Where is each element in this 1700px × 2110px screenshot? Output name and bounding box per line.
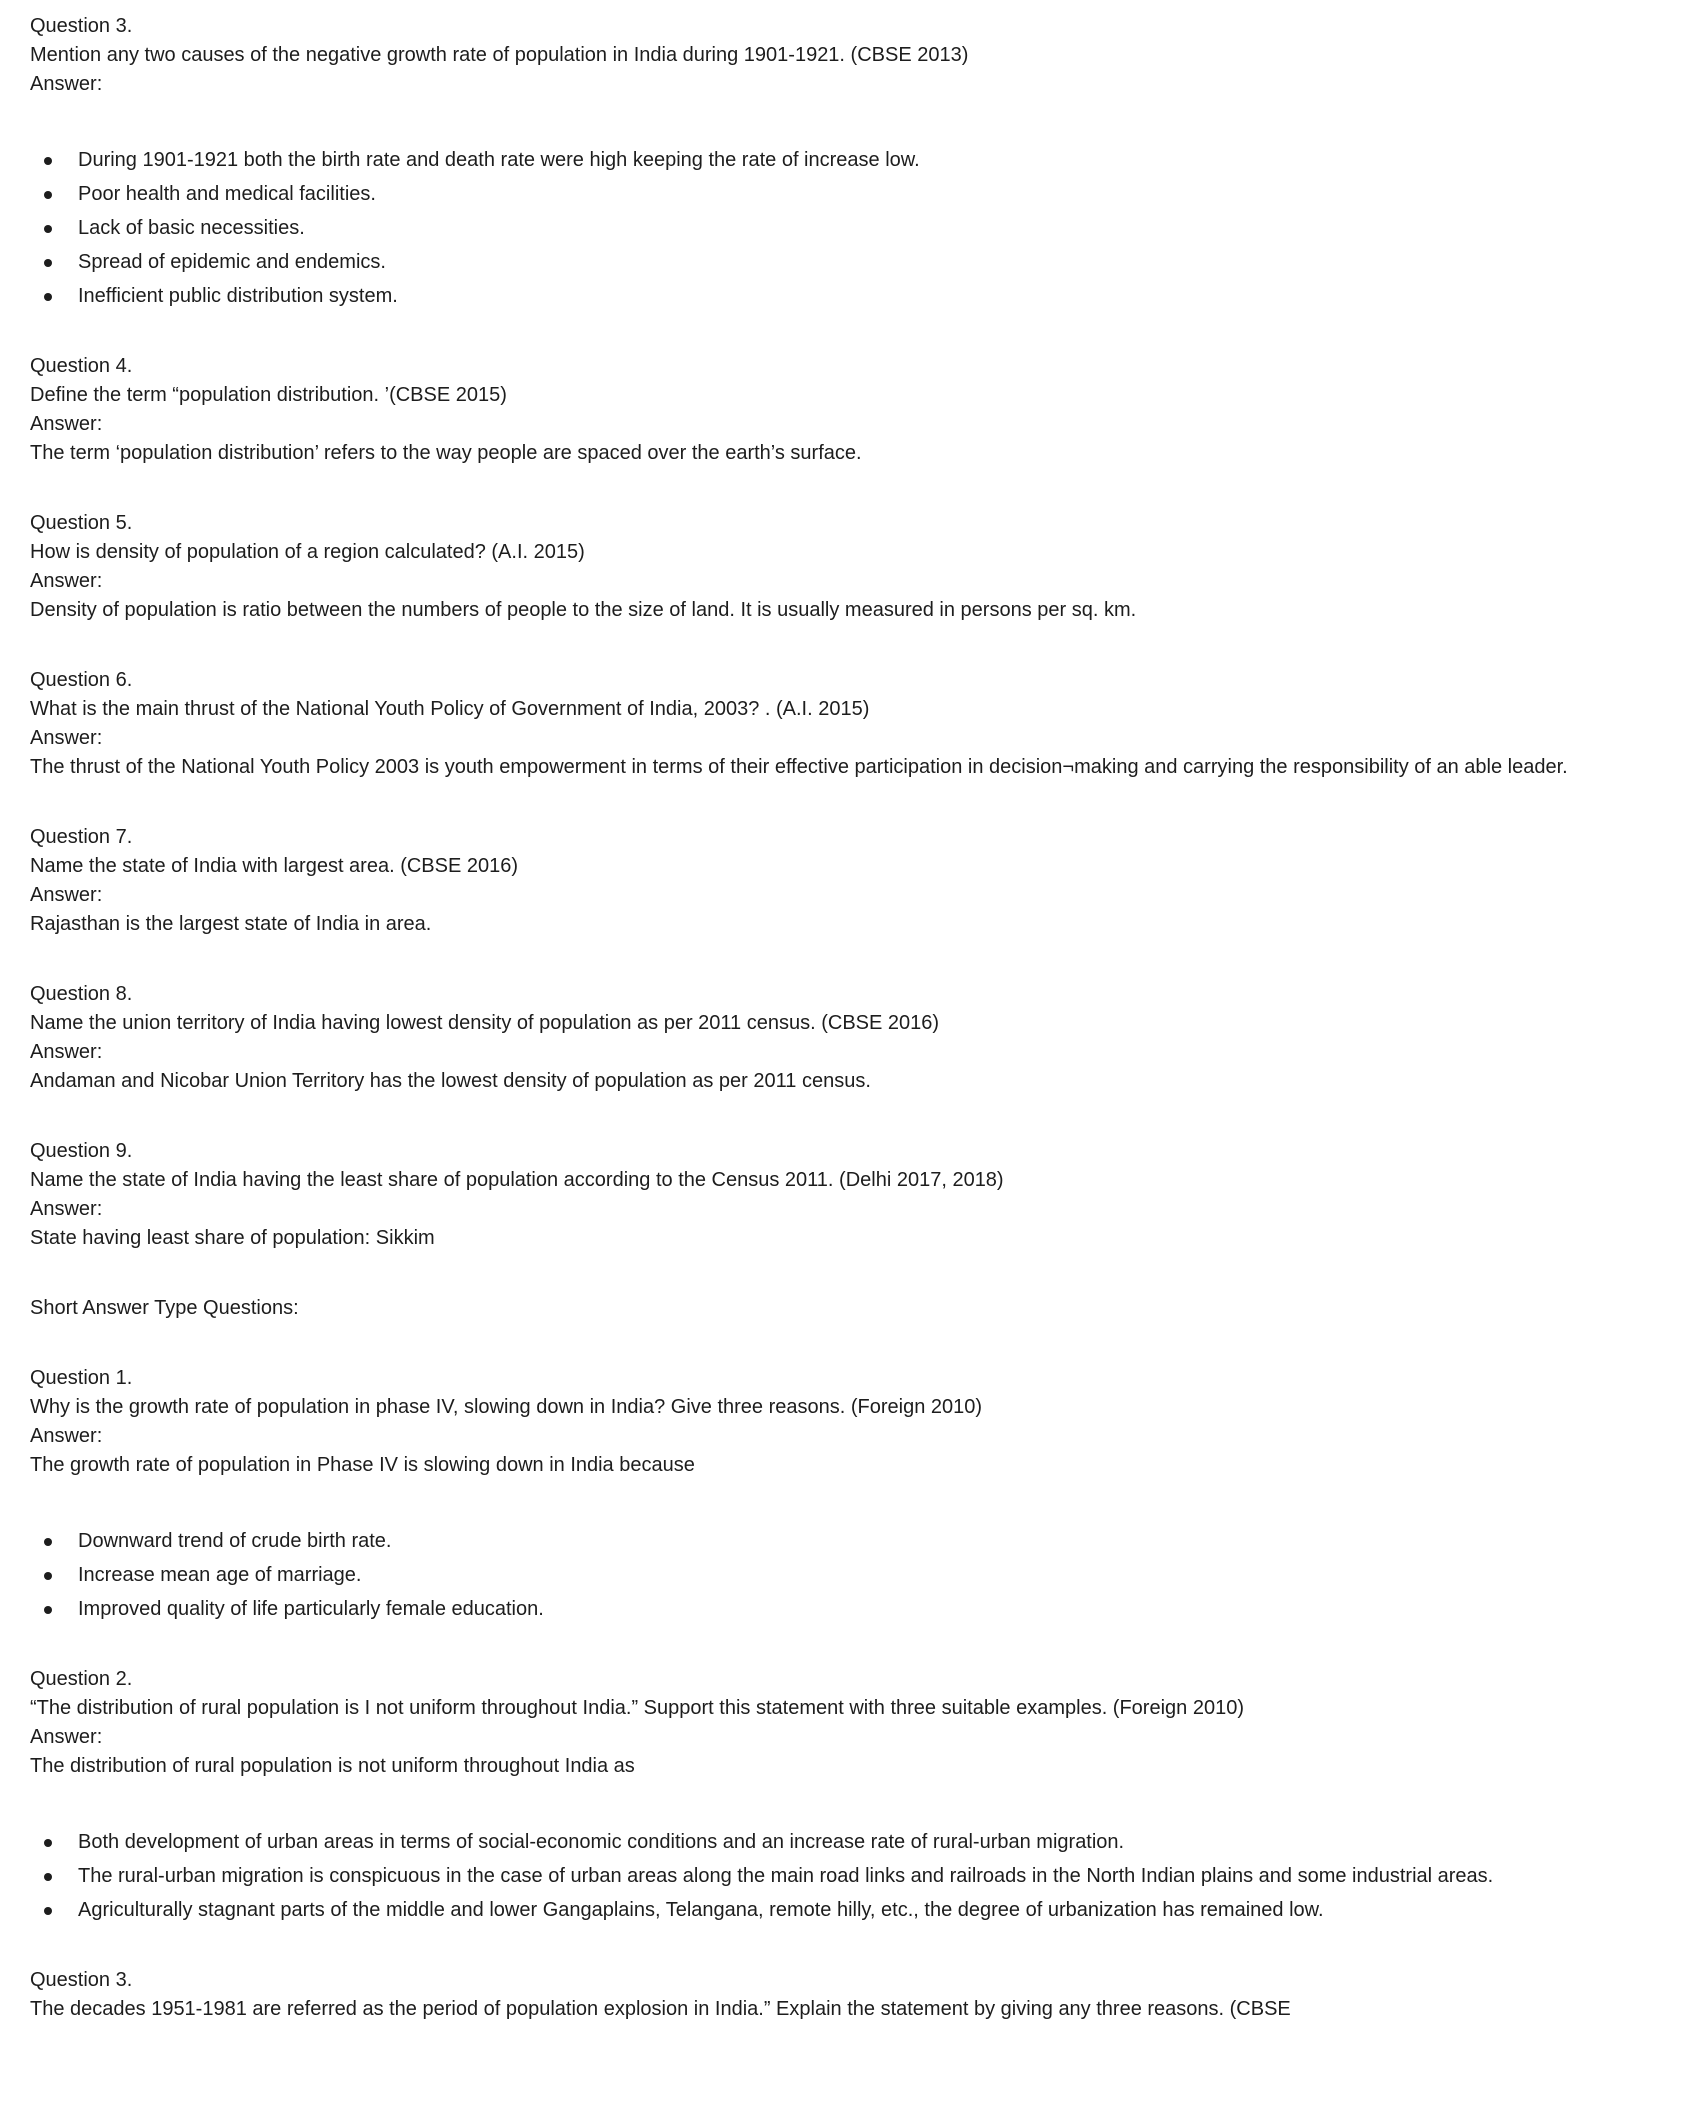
question-label: Question 8. <box>30 983 133 1005</box>
question-text: How is density of population of a region calculated? (A.I. 2015) <box>30 541 585 563</box>
bullet-icon <box>44 1538 52 1546</box>
bullet-text: During 1901-1921 both the birth rate and death rate were high keeping the rate of increase low. <box>78 149 920 171</box>
bullet-text: Both development of urban areas in terms of social-economic conditions and an increase rate of rural-urban migration. <box>78 1831 1125 1853</box>
list-item <box>78 1527 1688 1556</box>
answer-text: State having least share of population: Sikkim <box>30 1227 435 1249</box>
question-label: Question 5. <box>30 512 133 534</box>
answer-label: Answer: <box>30 413 103 435</box>
answer-label: Answer: <box>30 570 103 592</box>
question-block <box>30 1665 1688 1781</box>
question-label: Question 2. <box>30 1668 133 1690</box>
list-item <box>78 1828 1688 1857</box>
answer-label: Answer: <box>30 1041 103 1063</box>
question-text: What is the main thrust of the National Youth Policy of Government of India, 2003? . (A.I. 2015) <box>30 698 870 720</box>
bullet-text: Downward trend of crude birth rate. <box>78 1530 392 1552</box>
bullet-icon <box>44 225 52 233</box>
question-text: Name the union territory of India having lowest density of population as per 2011 census. (CBSE 2016) <box>30 1012 940 1034</box>
answer-label: Answer: <box>30 1425 103 1447</box>
bullet-list <box>30 1828 1688 1925</box>
question-text: Name the state of India with largest area. (CBSE 2016) <box>30 855 519 877</box>
bullet-list <box>30 1527 1688 1624</box>
bullet-icon <box>44 1873 52 1881</box>
answer-text: The thrust of the National Youth Policy 2003 is youth empowerment in terms of their effective participation in decision¬making and carrying the responsibility of an able leader. <box>30 756 1568 778</box>
bullet-icon <box>44 1606 52 1614</box>
bullet-icon <box>44 1572 52 1580</box>
bullet-text: Improved quality of life particularly female education. <box>78 1598 544 1620</box>
list-item <box>78 282 1688 311</box>
section-heading: Short Answer Type Questions: <box>30 1297 299 1319</box>
answer-text: Density of population is ratio between the numbers of people to the size of land. It is usually measured in persons per sq. km. <box>30 599 1137 621</box>
answer-label: Answer: <box>30 73 103 95</box>
document-page <box>30 12 1688 2024</box>
bullet-icon <box>44 1907 52 1915</box>
question-label: Question 3. <box>30 1969 133 1991</box>
question-block <box>30 1137 1688 1253</box>
bullet-text: Inefficient public distribution system. <box>78 285 398 307</box>
bullet-text: Agriculturally stagnant parts of the middle and lower Gangaplains, Telangana, remote hilly, etc., the degree of urbanization has remained low. <box>78 1899 1324 1921</box>
question-block <box>30 1364 1688 1480</box>
question-text: Why is the growth rate of population in phase IV, slowing down in India? Give three reasons. (Foreign 2010) <box>30 1396 983 1418</box>
list-item <box>78 146 1688 175</box>
question-label: Question 9. <box>30 1140 133 1162</box>
question-text: “The distribution of rural population is I not uniform throughout India.” Support this statement with three suitable examples. (Foreign 2010) <box>30 1697 1244 1719</box>
answer-text: The growth rate of population in Phase IV is slowing down in India because <box>30 1454 695 1476</box>
answer-label: Answer: <box>30 884 103 906</box>
bullet-text: Increase mean age of marriage. <box>78 1564 362 1586</box>
question-block <box>30 509 1688 625</box>
bullet-icon <box>44 259 52 267</box>
answer-text: The term ‘population distribution’ refers to the way people are spaced over the earth’s surface. <box>30 442 862 464</box>
answer-text: The distribution of rural population is not uniform throughout India as <box>30 1755 635 1777</box>
list-item <box>78 1896 1688 1925</box>
bullet-icon <box>44 157 52 165</box>
bullet-icon <box>44 1839 52 1847</box>
list-item <box>78 248 1688 277</box>
question-label: Question 4. <box>30 355 133 377</box>
answer-label: Answer: <box>30 1198 103 1220</box>
question-label: Question 6. <box>30 669 133 691</box>
question-label: Question 1. <box>30 1367 133 1389</box>
question-block <box>30 352 1688 468</box>
section-heading-block <box>30 1294 1688 1323</box>
question-text: Name the state of India having the least share of population according to the Census 2011. (Delhi 2017, 2018) <box>30 1169 1004 1191</box>
bullet-text: Lack of basic necessities. <box>78 217 305 239</box>
question-label: Question 3. <box>30 15 133 37</box>
list-item <box>78 214 1688 243</box>
bullet-icon <box>44 293 52 301</box>
list-item <box>78 1561 1688 1590</box>
bullet-icon <box>44 191 52 199</box>
list-item <box>78 180 1688 209</box>
answer-text: Andaman and Nicobar Union Territory has the lowest density of population as per 2011 census. <box>30 1070 871 1092</box>
question-label: Question 7. <box>30 826 133 848</box>
question-block <box>30 12 1688 99</box>
question-block <box>30 980 1688 1096</box>
bullet-text: Spread of epidemic and endemics. <box>78 251 386 273</box>
question-block <box>30 666 1688 782</box>
bullet-text: The rural-urban migration is conspicuous in the case of urban areas along the main road links and railroads in the North Indian plains and some industrial areas. <box>78 1865 1494 1887</box>
answer-text: Rajasthan is the largest state of India in area. <box>30 913 432 935</box>
question-text: The decades 1951-1981 are referred as the period of population explosion in India.” Explain the statement by giving any three reasons. (CBSE <box>30 1998 1291 2020</box>
question-text: Mention any two causes of the negative growth rate of population in India during 1901-1921. (CBSE 2013) <box>30 44 969 66</box>
answer-label: Answer: <box>30 1726 103 1748</box>
bullet-list <box>30 146 1688 311</box>
question-block <box>30 823 1688 939</box>
question-block <box>30 1966 1688 2024</box>
list-item <box>78 1862 1688 1891</box>
list-item <box>78 1595 1688 1624</box>
question-text: Define the term “population distribution. ’(CBSE 2015) <box>30 384 507 406</box>
answer-label: Answer: <box>30 727 103 749</box>
bullet-text: Poor health and medical facilities. <box>78 183 376 205</box>
